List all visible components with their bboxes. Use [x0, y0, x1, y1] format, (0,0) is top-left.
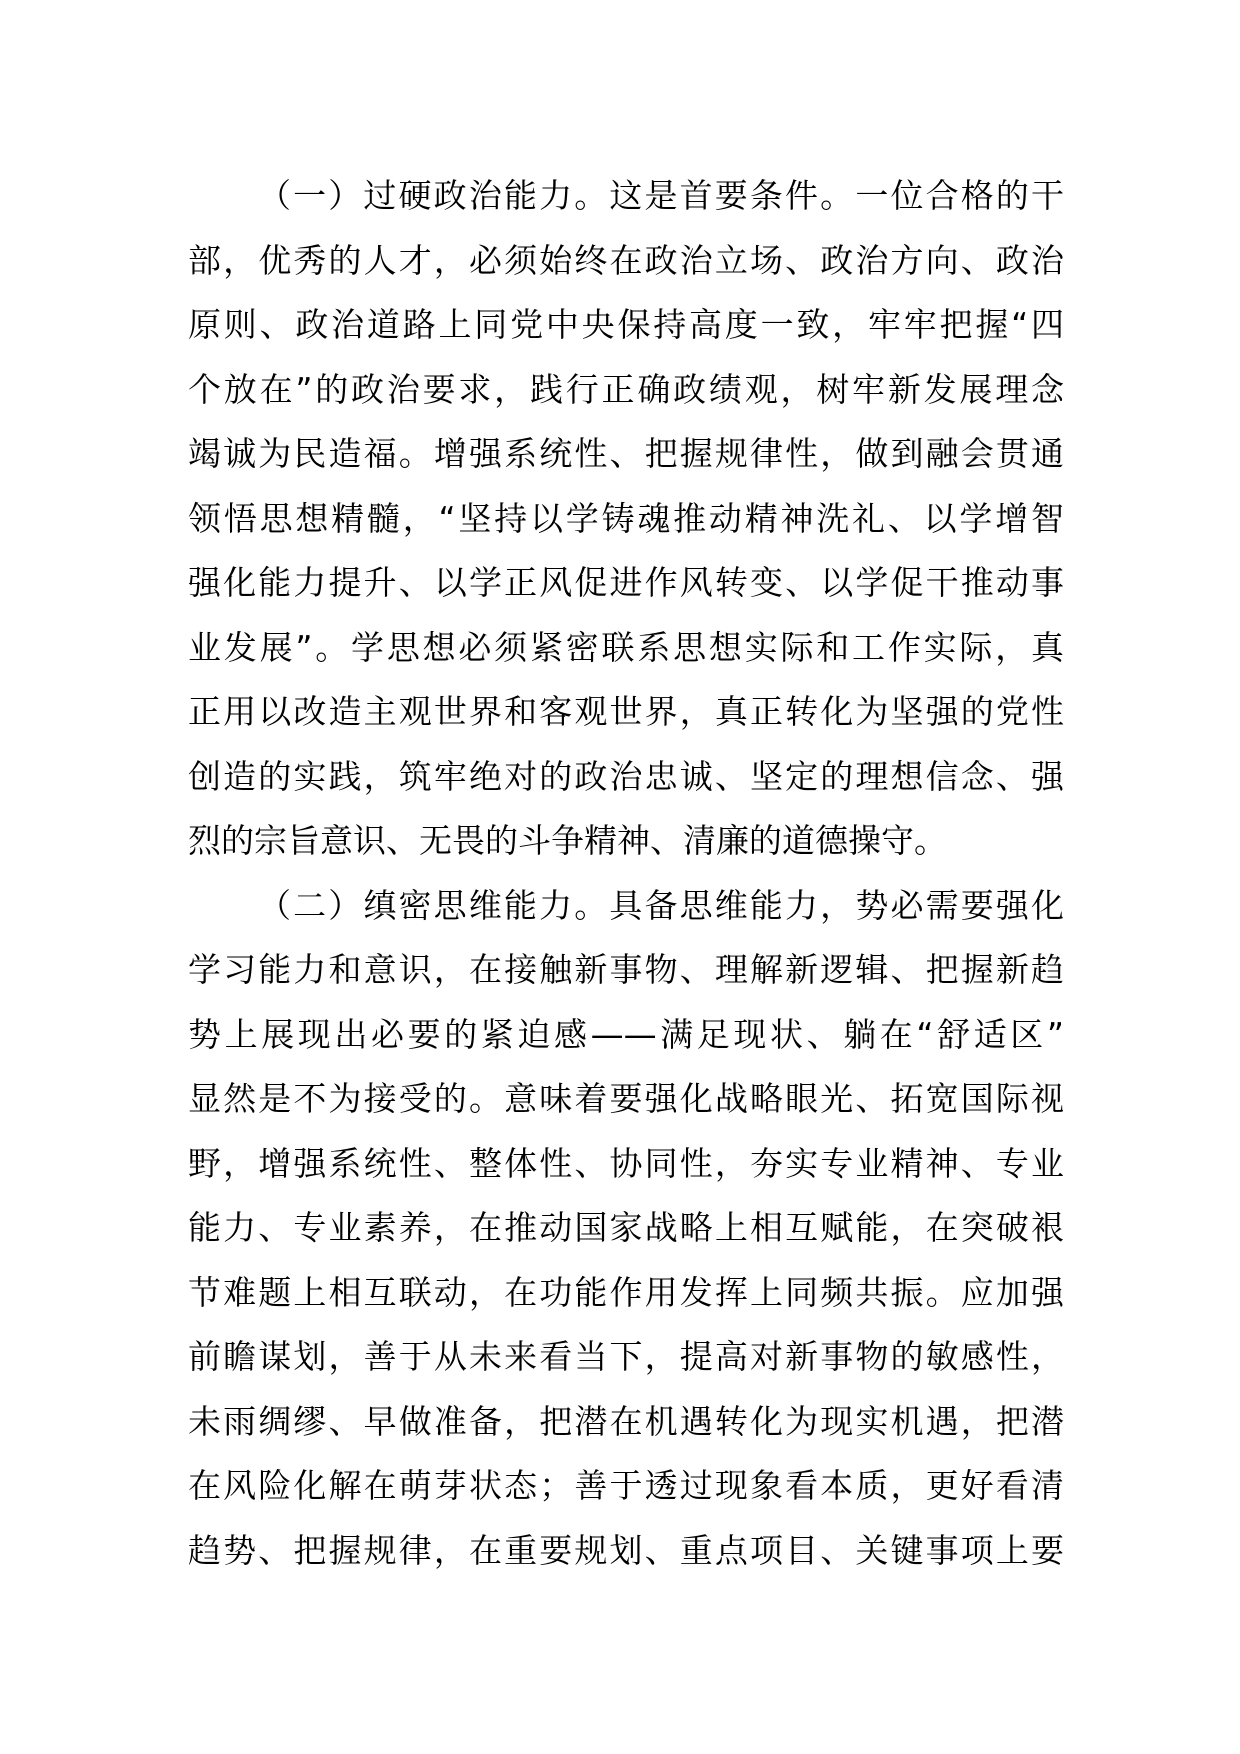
body-text [188, 164, 1064, 1583]
paragraph-1-line-10: 创造的实践，筑牢绝对的政治忠诚、坚定的理想信念、强 [188, 756, 1064, 796]
paragraph-2-line-4: 显然是不为接受的。意味着要强化战略眼光、拓宽国际视 [188, 1079, 1064, 1118]
paragraph-2-line-3: 势上展现出必要的紧迫感——满足现状、躺在“舒适区” [188, 1014, 1064, 1054]
paragraph-2-line-2: 学习能力和意识，在接触新事物、理解新逻辑、把握新趋 [188, 950, 1064, 989]
paragraph-2-line-5: 野，增强系统性、整体性、协同性，夯实专业精神、专业 [188, 1143, 1064, 1183]
paragraph-1-line-8: 业发展”。学思想必须紧密联系思想实际和工作实际，真 [188, 627, 1064, 667]
paragraph-1-line-1: （一）过硬政治能力。这是首要条件。一位合格的干 [258, 176, 1064, 215]
paragraph-1-line-11: 烈的宗旨意识、无畏的斗争精神、清廉的道德操守。 [188, 821, 947, 860]
paragraph-2-line-1: （二）缜密思维能力。具备思维能力，势必需要强化 [258, 885, 1064, 925]
paragraph-1-line-3: 原则、政治道路上同党中央保持高度一致，牢牢把握“四 [188, 305, 1064, 344]
paragraph-1-line-7: 强化能力提升、以学正风促进作风转变、以学促干推动事 [188, 563, 1064, 602]
paragraph-2-line-11: 趋势、把握规律，在重要规划、重点项目、关键事项上要 [188, 1530, 1064, 1570]
paragraph-1-line-2: 部，优秀的人才，必须始终在政治立场、政治方向、政治 [188, 240, 1064, 280]
paragraph-1-line-9: 正用以改造主观世界和客观世界，真正转化为坚强的党性 [188, 692, 1064, 731]
paragraph-1-line-6: 领悟思想精髓，“坚持以学铸魂推动精神洗礼、以学增智 [188, 498, 1064, 538]
paragraph-2-line-6: 能力、专业素养，在推动国家战略上相互赋能，在突破裉 [188, 1208, 1064, 1247]
paragraph-1-line-5: 竭诚为民造福。增强系统性、把握规律性，做到融会贯通 [188, 434, 1064, 473]
paragraph-2-line-7: 节难题上相互联动，在功能作用发挥上同频共振。应加强 [188, 1272, 1064, 1312]
paragraph-2-line-8: 前瞻谋划，善于从未来看当下，提高对新事物的敏感性， [188, 1337, 1064, 1376]
paragraph-2-line-10: 在风险化解在萌芽状态；善于透过现象看本质，更好看清 [188, 1466, 1064, 1505]
paragraph-2-line-9: 未雨绸缪、早做准备，把潜在机遇转化为现实机遇，把潜 [188, 1401, 1064, 1441]
paragraph-1-line-4: 个放在”的政治要求，践行正确政绩观，树牢新发展理念 [188, 369, 1064, 409]
